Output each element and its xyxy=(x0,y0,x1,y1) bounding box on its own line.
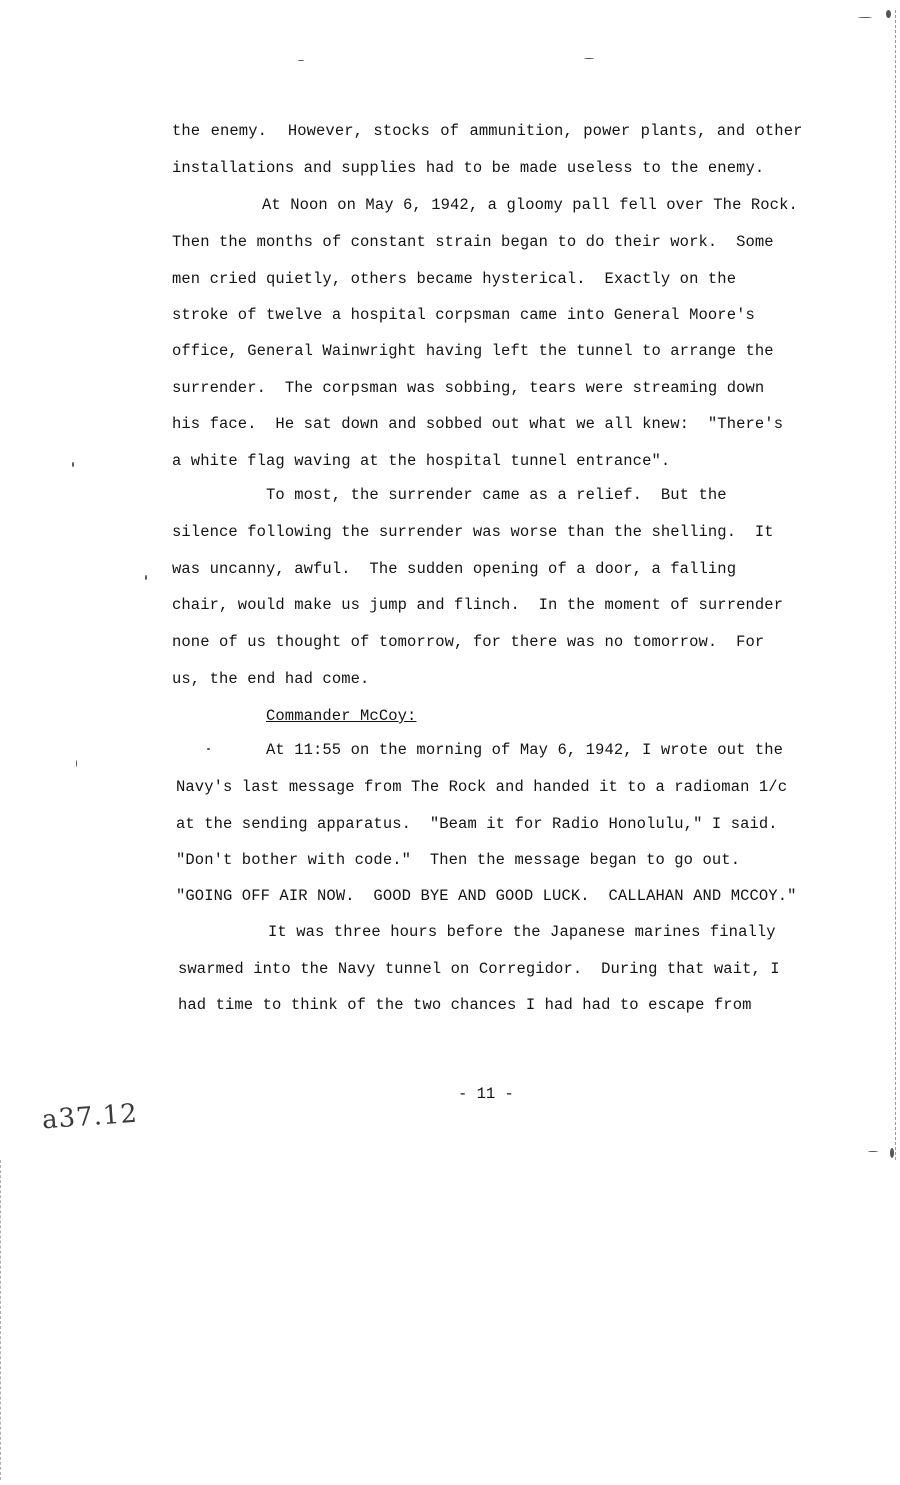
scan-speck xyxy=(207,748,210,750)
text-line: the enemy. However, stocks of ammunition, power plants, and other xyxy=(172,122,803,140)
text-line: It was three hours before the Japanese marines finally xyxy=(268,923,776,941)
text-line: a white flag waving at the hospital tunnel entrance". xyxy=(172,452,671,470)
text-line: To most, the surrender came as a relief. But the xyxy=(266,486,727,504)
scan-speck xyxy=(72,462,74,467)
text-line: "GOING OFF AIR NOW. GOOD BYE AND GOOD LUCK. CALLAHAN AND MCCOY." xyxy=(176,887,797,905)
text-line: men cried quietly, others became hysterical. Exactly on the xyxy=(172,270,737,288)
scan-speck xyxy=(76,760,77,767)
text-line: At Noon on May 6, 1942, a gloomy pall fell over The Rock. xyxy=(262,196,798,214)
text-line: us, the end had come. xyxy=(172,670,370,688)
text-line: installations and supplies had to be made useless to the enemy. xyxy=(172,159,765,177)
text-line: At 11:55 on the morning of May 6, 1942, I wrote out the xyxy=(266,741,784,759)
text-line: surrender. The corpsman was sobbing, tears were streaming down xyxy=(172,379,765,397)
text-line: stroke of twelve a hospital corpsman came into General Moore's xyxy=(172,306,755,324)
scan-speck xyxy=(890,1148,894,1158)
text-line: "Don't bother with code." Then the message began to go out. xyxy=(176,851,741,869)
text-line: Navy's last message from The Rock and handed it to a radioman 1/c xyxy=(176,778,788,796)
section-heading: Commander McCoy: xyxy=(266,707,417,725)
text-line: Then the months of constant strain began to do their work. Some xyxy=(172,233,774,251)
text-line: at the sending apparatus. "Beam it for Radio Honolulu," I said. xyxy=(176,815,778,833)
text-line: his face. He sat down and sobbed out what we all knew: "There's xyxy=(172,415,784,433)
text-line: was uncanny, awful. The sudden opening of a door, a falling xyxy=(172,560,737,578)
scan-speck xyxy=(858,17,872,18)
text-line: silence following the surrender was worse than the shelling. It xyxy=(172,523,774,541)
text-line: had time to think of the two chances I had had to escape from xyxy=(178,996,752,1014)
scan-speck xyxy=(298,60,304,61)
text-line: chair, would make us jump and flinch. In the moment of surrender xyxy=(172,596,784,614)
scan-speck xyxy=(886,10,891,18)
text-line: office, General Wainwright having left the tunnel to arrange the xyxy=(172,342,774,360)
handwritten-note: a37.12 xyxy=(41,1098,139,1136)
scan-speck xyxy=(145,575,147,580)
page-number: - 11 - xyxy=(458,1085,514,1103)
binding-edge xyxy=(893,10,896,1160)
left-edge xyxy=(0,1160,2,1480)
text-line: swarmed into the Navy tunnel on Corregidor. During that wait, I xyxy=(178,960,780,978)
scan-speck xyxy=(584,58,594,59)
text-line: none of us thought of tomorrow, for there was no tomorrow. For xyxy=(172,633,765,651)
scan-speck xyxy=(868,1151,878,1152)
